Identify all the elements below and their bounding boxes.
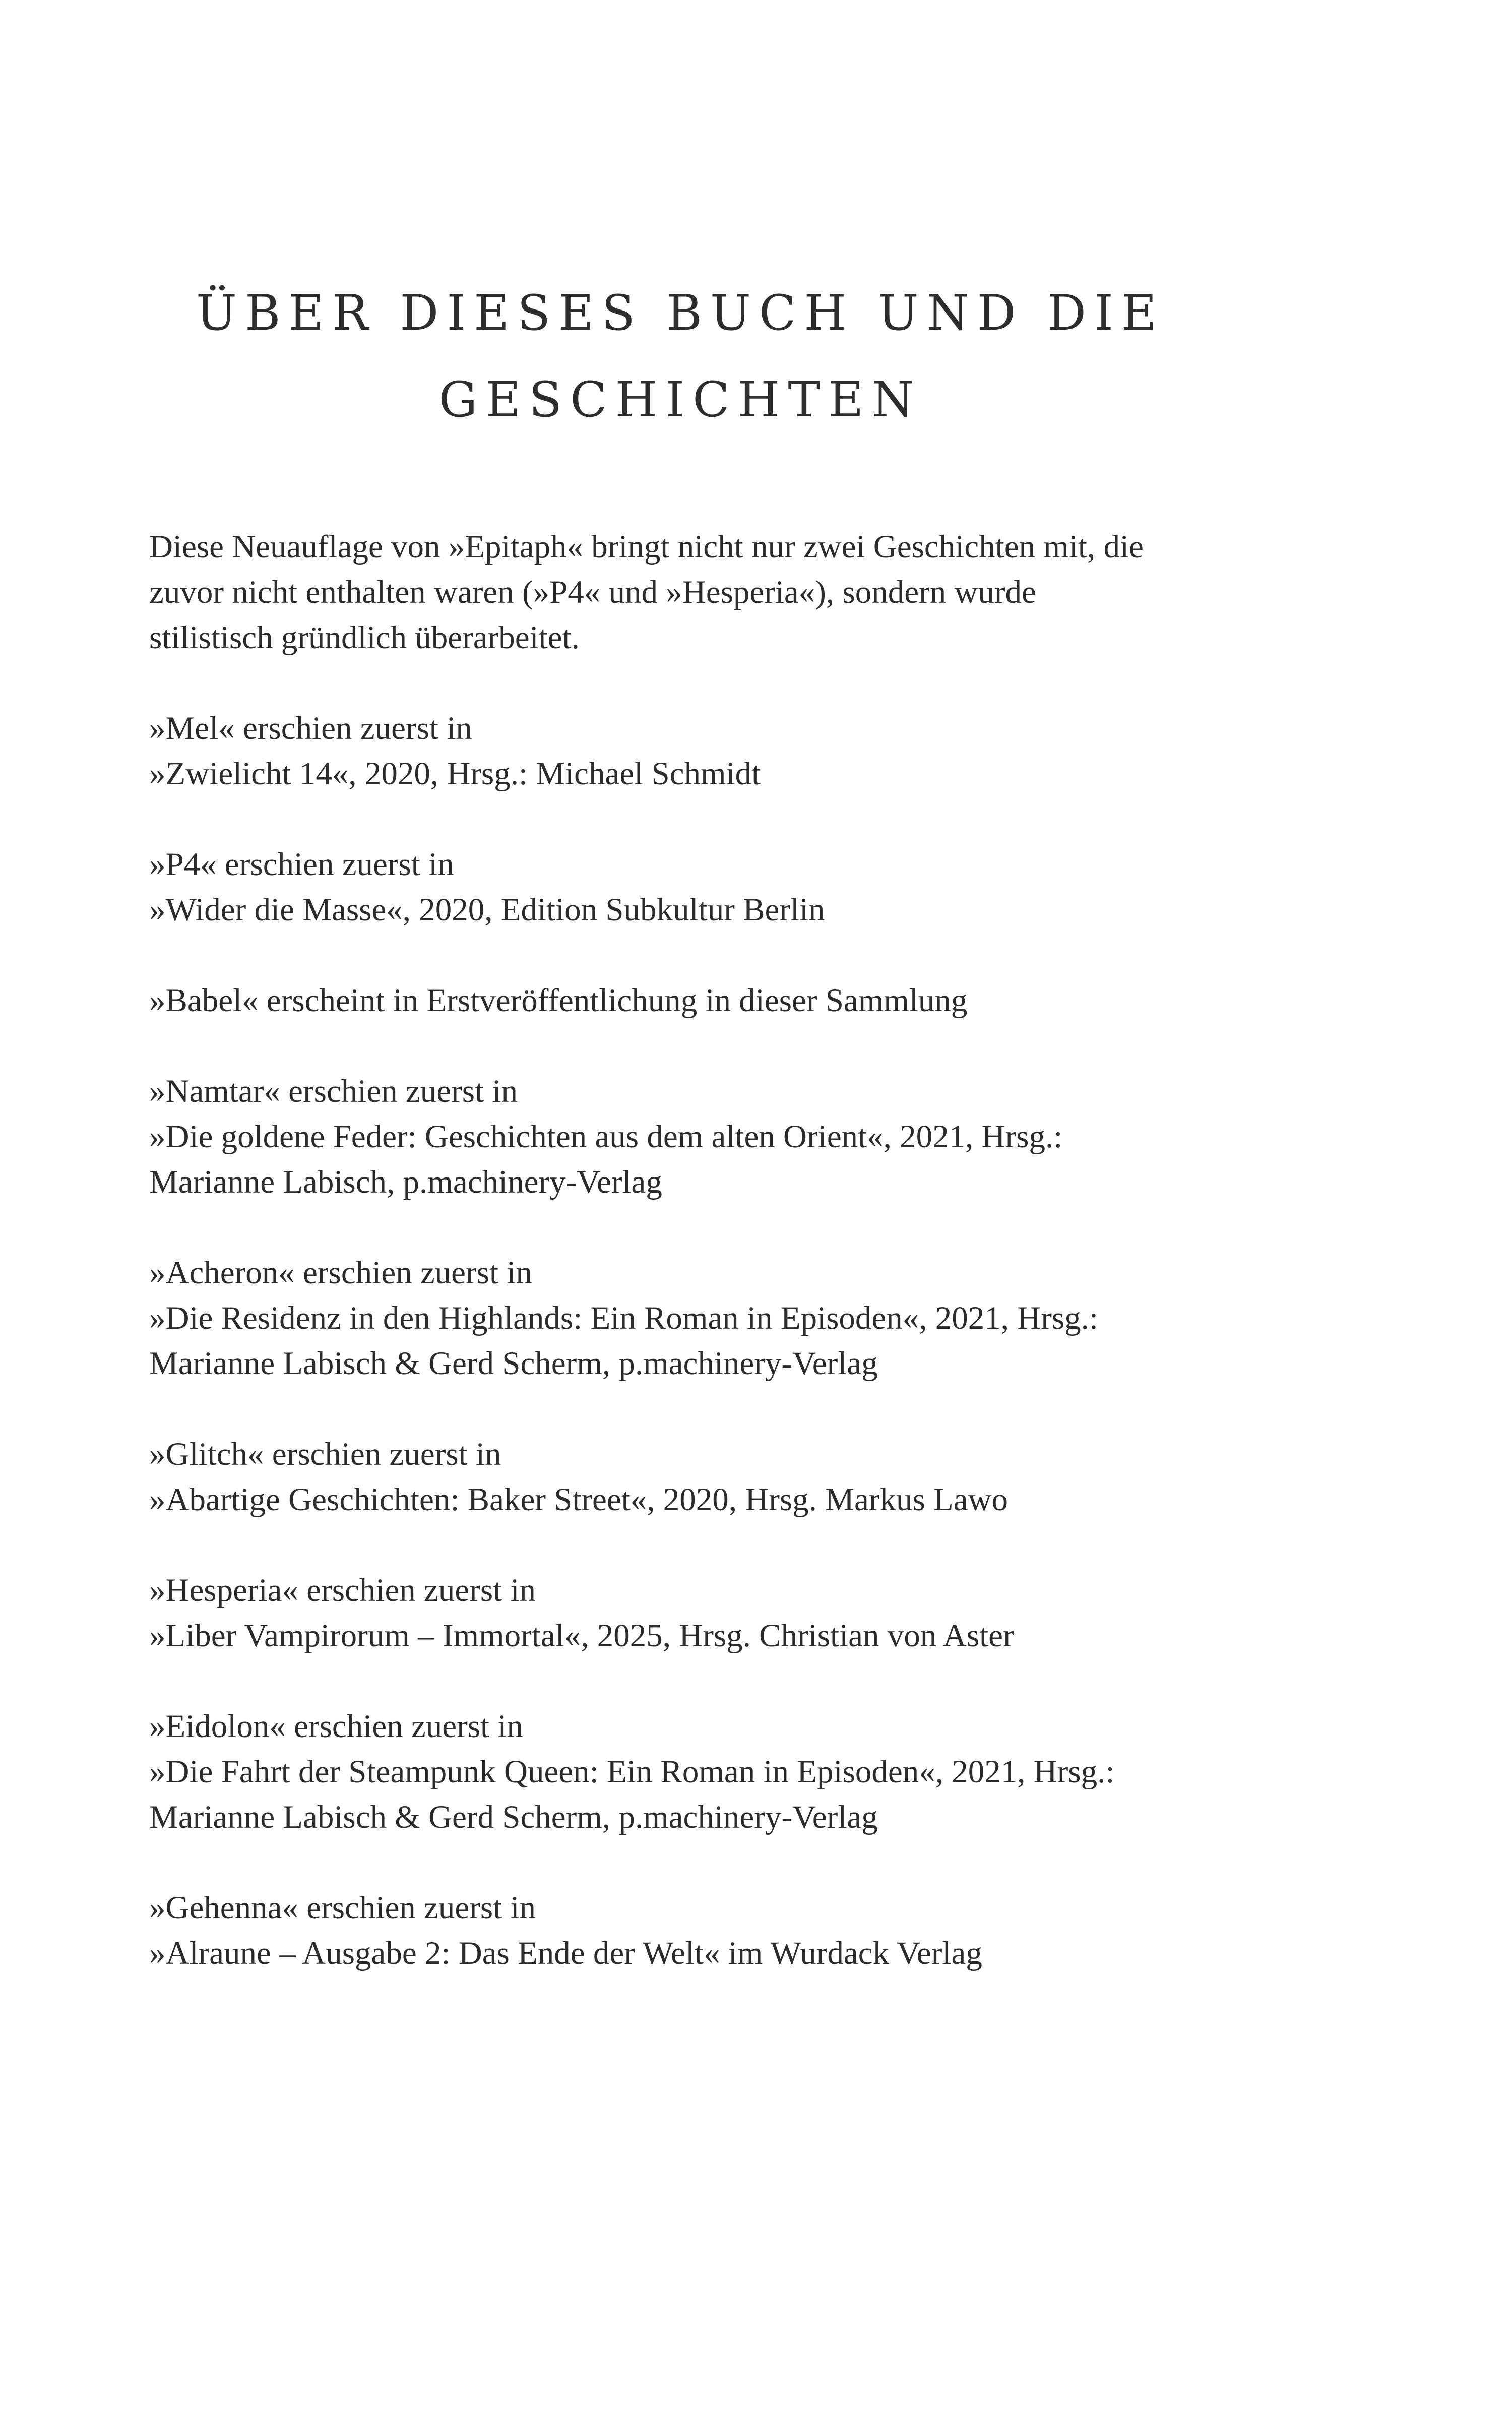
story-entry-line: »Zwielicht 14«, 2020, Hrsg.: Michael Schmidt [149, 756, 761, 792]
page-title-line-1: ÜBER DIESES BUCH UND DIE [196, 285, 1165, 341]
story-entry-line: »P4« erschien zuerst in [149, 846, 454, 883]
story-entry-line: »Liber Vampirorum – Immortal«, 2025, Hrsg. Christian von Aster [149, 1618, 1014, 1654]
story-entry-line: Marianne Labisch, p.machinery-Verlag [149, 1164, 662, 1200]
story-entry-acheron [149, 1250, 1208, 1386]
story-entry-babel [149, 978, 1208, 1023]
story-entry-line: »Die goldene Feder: Geschichten aus dem alten Orient«, 2021, Hrsg.: [149, 1119, 1063, 1155]
story-entry-p4 [149, 842, 1208, 933]
story-entry-line: »Die Residenz in den Highlands: Ein Roman in Episoden«, 2021, Hrsg.: [149, 1300, 1098, 1336]
story-entry-mel [149, 706, 1208, 796]
story-entry-line: »Wider die Masse«, 2020, Edition Subkultur Berlin [149, 892, 825, 928]
page-title-line-2: GESCHICHTEN [438, 371, 922, 428]
story-entry-line: »Acheron« erschien zuerst in [149, 1255, 532, 1291]
story-entry-gehenna [149, 1885, 1208, 1976]
story-entry-line: »Abartige Geschichten: Baker Street«, 2020, Hrsg. Markus Lawo [149, 1481, 1008, 1518]
intro-line: Diese Neuauflage von »Epitaph« bringt nicht nur zwei Geschichten mit, die [149, 529, 1144, 565]
story-entry-line: »Eidolon« erschien zuerst in [149, 1708, 523, 1745]
story-entry-line: Marianne Labisch & Gerd Scherm, p.machinery-Verlag [149, 1799, 878, 1835]
intro-line: zuvor nicht enthalten waren (»P4« und »Hesperia«), sondern wurde [149, 574, 1036, 610]
page-body [149, 524, 1208, 2021]
story-entry-glitch [149, 1432, 1208, 1522]
story-entry-line: »Babel« erscheint in Erstveröffentlichung in dieser Sammlung [149, 982, 968, 1019]
story-entry-line: »Die Fahrt der Steampunk Queen: Ein Roman in Episoden«, 2021, Hrsg.: [149, 1754, 1115, 1790]
page-title [151, 270, 1210, 443]
intro-paragraph [149, 524, 1208, 660]
story-entry-eidolon [149, 1704, 1208, 1840]
story-entry-line: »Mel« erschien zuerst in [149, 710, 472, 747]
story-entry-line: »Hesperia« erschien zuerst in [149, 1572, 536, 1608]
story-entry-namtar [149, 1069, 1208, 1205]
story-entry-line: »Glitch« erschien zuerst in [149, 1436, 501, 1472]
intro-line: stilistisch gründlich überarbeitet. [149, 619, 580, 656]
story-entry-line: Marianne Labisch & Gerd Scherm, p.machinery-Verlag [149, 1345, 878, 1382]
story-entry-line: »Namtar« erschien zuerst in [149, 1073, 518, 1109]
story-entry-line: »Gehenna« erschien zuerst in [149, 1890, 536, 1926]
story-entry-line: »Alraune – Ausgabe 2: Das Ende der Welt« im Wurdack Verlag [149, 1935, 982, 1971]
story-entry-hesperia [149, 1568, 1208, 1658]
